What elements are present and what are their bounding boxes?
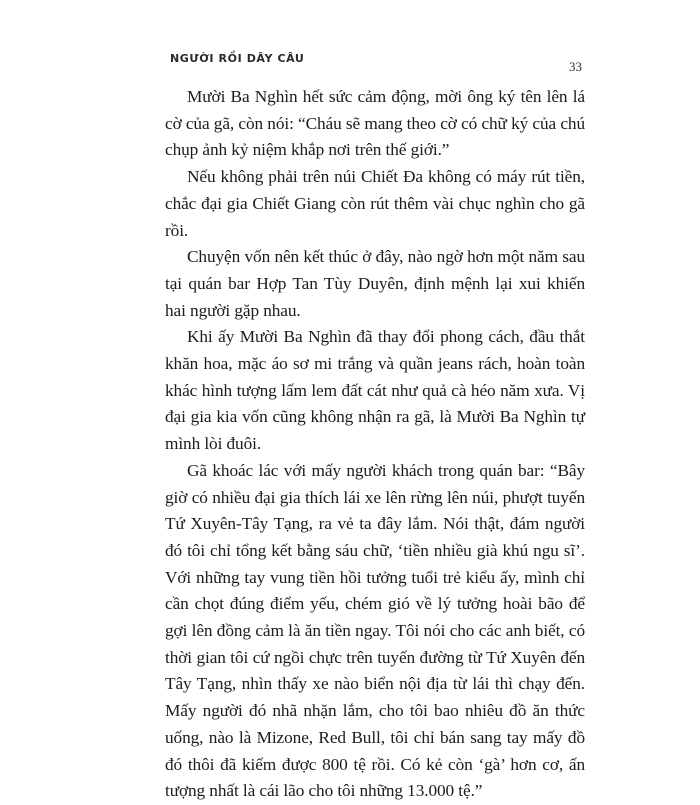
paragraph: Khi ấy Mười Ba Nghìn đã thay đổi phong cách, đầu thắt khăn hoa, mặc áo sơ mi trắng và quần jeans rách, hoàn toàn khác hình tượng lấm lem đất cát như quả cà héo năm xưa. Vị đại gia kia vốn cũng không nhận ra gã, là Mười Ba Nghìn tự mình lòi đuôi.	[165, 327, 585, 454]
paragraph: Mười Ba Nghìn hết sức cảm động, mời ông ký tên lên lá cờ của gã, còn nói: “Cháu sẽ mang theo cờ có chữ ký của chú chụp ảnh kỷ niệm khắp nơi trên thế giới.”	[165, 87, 585, 160]
body-text	[165, 84, 585, 805]
book-page	[126, 0, 585, 801]
page-number: 33	[569, 59, 582, 74]
paragraph: Nếu không phải trên núi Chiết Đa không có máy rút tiền, chắc đại gia Chiết Giang còn rút thêm vài chục nghìn cho gã rồi.	[165, 167, 585, 240]
paragraph: Gã khoác lác với mấy người khách trong quán bar: “Bây giờ có nhiều đại gia thích lái xe lên rừng lên núi, phượt tuyến Tứ Xuyên-Tây Tạng, ra vẻ ta đây lắm. Nói thật, đám người đó tôi chỉ tổng kết bằng sáu chữ, ‘tiền nhiều già khú ngu sĩ’. Với những tay vung tiền hồi tưởng tuổi trẻ kiểu ấy, mình chỉ cần chọt đúng điểm yếu, chém gió về lý tưởng hoài bão để gợi lên đồng cảm là ăn tiền ngay. Tôi nói cho các anh biết, có thời gian tôi cứ ngồi chực trên tuyến đường từ Tứ Xuyên đến Tây Tạng, nhìn thấy xe nào biển nội địa từ lái thì chạy đến. Mấy người đó nhã nhặn lắm, cho tôi bao nhiêu đồ ăn thức uống, nào là Mizone, Red Bull, tôi chỉ bán sang tay mấy đồ đó thôi đã kiếm được 800 tệ rồi. Có kẻ còn ‘gà’ hơn cơ, ấn tượng nhất là cái lão cho tôi những 13.000 tệ.”	[165, 460, 585, 801]
running-header: NGƯỜI RỒI DÂY CÂU	[170, 52, 305, 65]
paragraph: Chuyện vốn nên kết thúc ở đây, nào ngờ hơn một năm sau tại quán bar Hợp Tan Tùy Duyên, định mệnh lại xui khiến hai người gặp nhau.	[165, 247, 585, 320]
